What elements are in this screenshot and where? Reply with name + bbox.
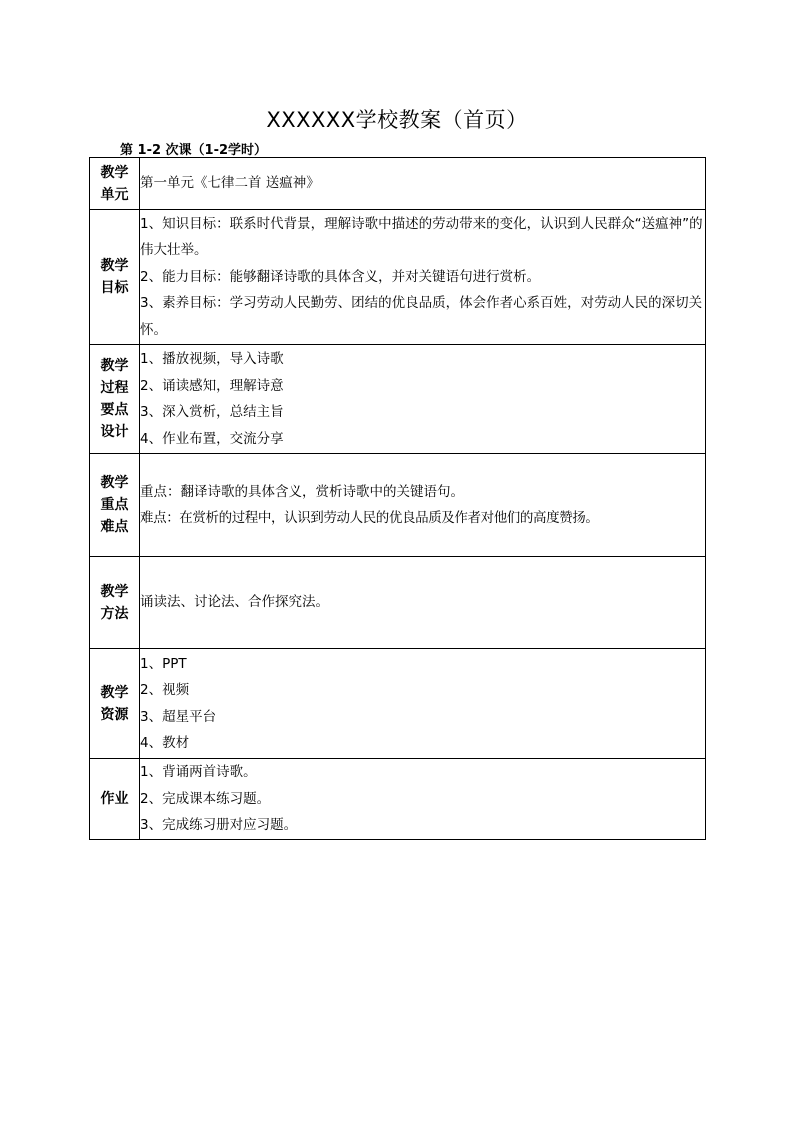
content-teaching-unit: 第一单元《七律二首 送瘟神》 <box>140 158 706 210</box>
label-homework: 作业 <box>90 759 140 840</box>
label-teaching-resources: 教学 资源 <box>90 649 140 759</box>
content-process-points: 1、播放视频，导入诗歌 2、诵读感知，理解诗意 3、深入赏析，总结主旨 4、作业布置，交流分享 <box>140 345 706 454</box>
row-homework <box>90 759 706 840</box>
label-process-points: 教学 过程 要点 设计 <box>90 345 140 454</box>
page-title: XXXXXX学校教案（首页） <box>266 108 528 132</box>
row-process-points <box>90 345 706 454</box>
row-teaching-resources <box>90 649 706 759</box>
label-teaching-unit: 教学 单元 <box>90 158 140 210</box>
label-teaching-methods: 教学 方法 <box>90 557 140 649</box>
content-key-difficult: 重点：翻译诗歌的具体含义，赏析诗歌中的关键语句。 难点：在赏析的过程中，认识到劳动人民的优良品质及作者对他们的高度赞扬。 <box>140 454 706 557</box>
row-teaching-goals <box>90 210 706 345</box>
lesson-plan-table <box>89 157 706 840</box>
row-teaching-unit <box>90 158 706 210</box>
content-homework: 1、背诵两首诗歌。 2、完成课本练习题。 3、完成练习册对应习题。 <box>140 759 706 840</box>
label-key-difficult: 教学 重点 难点 <box>90 454 140 557</box>
label-teaching-goals: 教学 目标 <box>90 210 140 345</box>
content-teaching-goals: 1、知识目标：联系时代背景，理解诗歌中描述的劳动带来的变化，认识到人民群众“送瘟神”的伟大壮举。 2、能力目标：能够翻译诗歌的具体含义，并对关键语句进行赏析。 3、素养目标：学习劳动人民勤劳、团结的优良品质，体会作者心系百姓，对劳动人民的深切关怀。 <box>140 210 706 345</box>
row-teaching-methods <box>90 557 706 649</box>
row-key-difficult <box>90 454 706 557</box>
content-teaching-resources: 1、PPT 2、视频 3、超星平台 4、教材 <box>140 649 706 759</box>
content-teaching-methods: 诵读法、讨论法、合作探究法。 <box>140 557 706 649</box>
session-info: 第 1-2 次课（1-2学时） <box>120 143 268 158</box>
